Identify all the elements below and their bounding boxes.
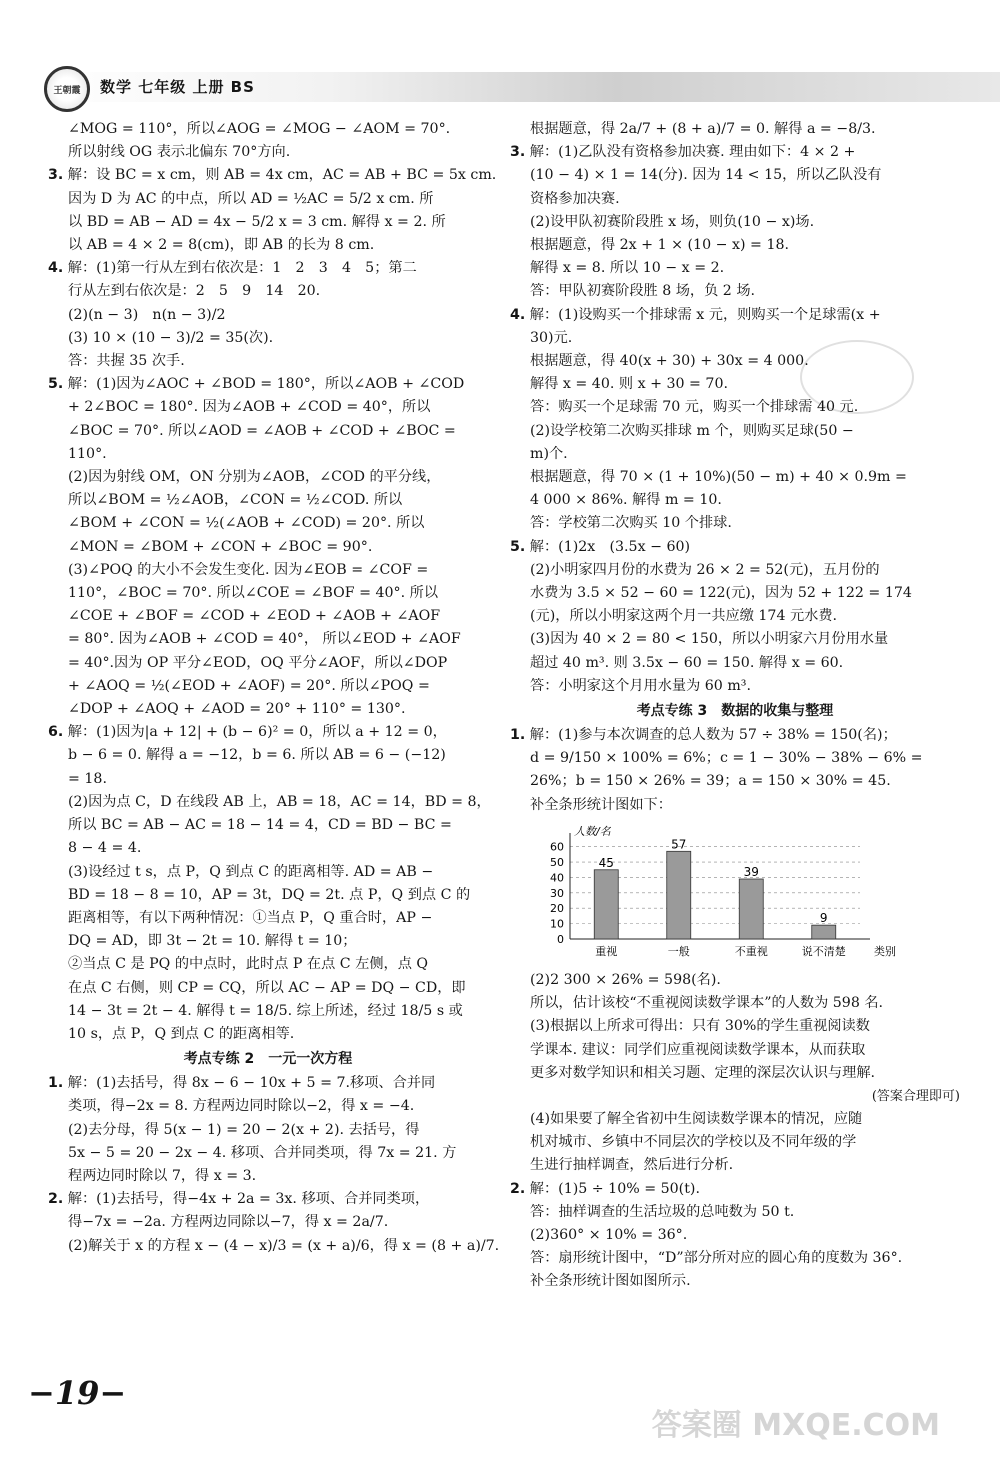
text-line: [510, 164, 960, 187]
text-line: [510, 1270, 960, 1293]
text-line: [48, 280, 488, 303]
text-line: [48, 977, 488, 1000]
y-tick-label: 30: [550, 886, 564, 900]
text-line: [510, 396, 960, 419]
text-line: [510, 327, 960, 350]
line-text: (元)，所以小明家这两个月一共应缴 174 元水费.: [530, 608, 838, 625]
text-line: [510, 628, 960, 651]
text-line: [510, 1131, 960, 1154]
text-line: [48, 930, 488, 953]
line-text: 解：(1)去括号，得−4x + 2a = 3x. 移项、合并同类项，: [67, 1191, 430, 1208]
line-text: (2)(n − 3) n(n − 3)/2: [68, 306, 226, 323]
line-text: 解：(1)2x (3.5x − 60): [529, 538, 691, 555]
question-number: 1.: [510, 727, 526, 744]
y-tick-label: 0: [557, 932, 564, 946]
line-text: 所以∠BOM = ½∠AOB，∠CON = ½∠COD. 所以: [68, 492, 403, 509]
data-label: 57: [671, 837, 687, 852]
text-line: [48, 164, 497, 187]
right-column-top: [510, 118, 960, 817]
question-number: 3.: [510, 144, 526, 161]
text-line: [48, 327, 488, 350]
text-line: [510, 489, 960, 512]
line-text: ②当点 C 是 PQ 的中点时，此时点 P 在点 C 左侧，点 Q: [68, 956, 429, 973]
watermark: 答案圈 MXQE.COM: [651, 1408, 940, 1443]
line-text: (3)因为 40 × 2 = 80 < 150，所以小明家六月份用水量: [530, 631, 889, 648]
text-line: [48, 814, 488, 837]
text-line: [510, 652, 960, 675]
text-line: [48, 1165, 488, 1188]
line-text: ∠MON = ∠BOM + ∠CON + ∠BOC = 90°.: [68, 538, 373, 555]
y-axis-label: 人数/名: [574, 824, 611, 838]
text-line: [48, 582, 488, 605]
right-column: [510, 118, 960, 1294]
text-line: [48, 304, 488, 327]
text-line: [48, 1211, 488, 1234]
text-line: [510, 1247, 960, 1270]
section-heading: 考点专练 2 一元一次方程: [183, 1051, 353, 1068]
text-line: [48, 861, 488, 884]
bar: [739, 879, 763, 939]
line-text: 26%；b = 150 × 26% = 39；a = 150 × 30% = 45.: [530, 773, 891, 790]
line-text: 学课本. 建议：同学们应重视阅读数学课本，从而获取: [530, 1041, 866, 1058]
text-line: [510, 350, 960, 373]
y-tick-label: 60: [550, 840, 564, 854]
text-line: [48, 1119, 488, 1142]
data-label: 39: [743, 864, 759, 879]
line-text: 补全条形统计图如下：: [530, 796, 672, 813]
text-line: [510, 141, 960, 164]
line-text: 答：扇形统计图中，“D”部分所对应的圆心角的度数为 36°.: [530, 1250, 903, 1267]
line-text: (2)设学校第二次购买排球 m 个，则购买足球(50 −: [530, 422, 854, 439]
text-line: [510, 234, 960, 257]
line-text: 解：(1)设购买一个排球需 x 元，则购买一个足球需(x +: [529, 306, 881, 323]
text-line: [510, 188, 960, 211]
text-line: [510, 443, 960, 466]
text-line: [48, 721, 488, 744]
category-label: 说不清楚: [801, 944, 846, 958]
line-text: + ∠AOQ = ½(∠EOD + ∠AOF) = 20°. 所以∠POQ =: [68, 677, 430, 694]
text-line: [510, 304, 960, 327]
text-line: [48, 744, 488, 767]
bar: [812, 925, 836, 939]
line-text: 30)元.: [530, 329, 573, 346]
page-title: 数学 七年级 上册 BS: [100, 78, 255, 96]
question-number: 5.: [510, 538, 526, 555]
line-text: 答：学校第二次购买 10 个排球.: [530, 515, 732, 532]
line-text: 所以，估计该校“不重视阅读数学课本”的人数为 598 名.: [530, 995, 884, 1012]
x-axis-label: 类别: [874, 944, 896, 958]
text-line: [510, 512, 960, 535]
question-number: 4.: [48, 260, 64, 277]
text-line: [510, 536, 960, 559]
line-text: 答：甲队初赛阶段胜 8 场，负 2 场.: [530, 283, 756, 300]
line-text: (2)360° × 10% = 36°.: [530, 1226, 688, 1243]
line-text: 解：(1)第一行从左到右依次是：1 2 3 4 5；第二: [67, 260, 417, 277]
text-line: [48, 373, 488, 396]
y-tick-label: 10: [550, 917, 564, 931]
question-number: 2.: [510, 1180, 526, 1197]
text-line: [48, 791, 491, 814]
line-text: 答：抽样调查的生活垃圾的总吨数为 50 t.: [530, 1203, 795, 1220]
text-line: [510, 992, 960, 1015]
line-text: 答：购买一个足球需 70 元，购买一个排球需 40 元.: [530, 399, 859, 416]
line-text: (2)小明家四月份的水费为 26 × 2 = 52(元)，五月份的: [530, 561, 880, 578]
question-number: 4.: [510, 306, 526, 323]
left-column: [48, 118, 500, 1258]
line-text: (2)因为射线 OM，ON 分别为∠AOB，∠COD 的平分线，: [68, 469, 441, 486]
line-text: 解：(1)5 ÷ 10% = 50(t).: [529, 1180, 700, 1197]
line-text: 解：(1)乙队没有资格参加决赛. 理由如下：4 × 2 +: [529, 144, 856, 161]
text-line: [48, 698, 488, 721]
text-line: [48, 1000, 488, 1023]
line-text: (2)因为点 C，D 在线段 AB 上，AB = 18，AC = 14，BD = 8，: [68, 793, 491, 810]
text-line: [48, 420, 488, 443]
text-line: [510, 747, 960, 770]
text-line: [510, 582, 960, 605]
line-text: 类项，得−2x = 8. 方程两边同时除以−2，得 x = −4.: [68, 1098, 415, 1115]
line-text: 5x − 5 = 20 − 2x − 4. 移项、合并同类项，得 7x = 21. 方: [68, 1144, 457, 1161]
text-line: [48, 675, 488, 698]
text-line: [48, 234, 488, 257]
y-tick-label: 20: [550, 902, 564, 916]
text-line: [510, 724, 960, 747]
page-number: −19−: [28, 1374, 127, 1412]
line-text: 根据题意，得 70 × (1 + 10%)(50 − m) + 40 × 0.9m =: [530, 469, 907, 486]
text-line: [510, 420, 960, 443]
text-line: [510, 257, 960, 280]
line-text: 10 s，点 P，Q 到点 C 的距离相等.: [68, 1025, 295, 1042]
question-number: 6.: [48, 724, 64, 741]
text-line: [510, 1062, 960, 1085]
line-text: 程两边同时除以 7，得 x = 3.: [68, 1167, 257, 1184]
line-text: (4)如果要了解全省初中生阅读数学课本的情况，应随: [530, 1110, 863, 1127]
text-line: [48, 1188, 488, 1211]
line-text: (3) 10 × (10 − 3)/2 = 35(次).: [68, 329, 274, 346]
logo-text: 王朝霞: [53, 85, 81, 96]
line-text: 根据题意，得 40(x + 30) + 30x = 4 000.: [530, 353, 809, 370]
text-line: [510, 1201, 960, 1224]
text-line: [510, 373, 960, 396]
question-number: 5.: [48, 376, 64, 393]
text-line: [48, 628, 488, 651]
line-text: 解：(1)因为∠AOC + ∠BOD = 180°，所以∠AOB + ∠COD: [67, 376, 465, 393]
category-label: 重视: [595, 944, 618, 958]
data-label: 45: [598, 855, 614, 870]
bar-chart-svg: [530, 821, 896, 961]
line-text: 资格参加决赛.: [530, 190, 620, 207]
text-line: [48, 350, 488, 373]
text-line: [48, 1095, 488, 1118]
text-line: [510, 1039, 960, 1062]
line-text: 超过 40 m³. 则 3.5x − 60 = 150. 解得 x = 60.: [530, 654, 844, 671]
line-text: 在点 C 右侧，则 CP = CQ，所以 AC − AP = DQ − CD，即: [68, 979, 466, 996]
text-line: [510, 466, 960, 489]
text-line: [510, 1108, 960, 1131]
line-text: (2)去分母，得 5(x − 1) = 20 − 2(x + 2). 去括号，得: [68, 1121, 420, 1138]
line-text: BD = 18 − 8 = 10，AP = 3t，DQ = 2t. 点 P，Q 到点 C 的: [68, 886, 471, 903]
answer-note: (答案合理即可): [871, 1088, 960, 1104]
text-line: [48, 443, 488, 466]
line-text: 答：小明家这个月用水量为 60 m³.: [530, 677, 751, 694]
line-text: ∠BOC = 70°. 所以∠AOD = ∠AOB + ∠COD + ∠BOC =: [68, 422, 456, 439]
text-line: [48, 536, 488, 559]
line-text: 补全条形统计图如图所示.: [530, 1273, 691, 1290]
line-text: m)个.: [530, 445, 568, 462]
text-line: [48, 884, 488, 907]
text-line: [48, 396, 488, 419]
text-line: [510, 211, 960, 234]
category-label: 不重视: [734, 944, 768, 958]
question-number: 2.: [48, 1191, 64, 1208]
line-text: (2)解关于 x 的方程 x − (4 − x)/3 = (x + a)/6，得 x = (8 + a)/7.: [68, 1237, 500, 1254]
text-line: [510, 118, 960, 141]
line-text: 解：(1)因为|a + 12| + (b − 6)² = 0，所以 a + 12 = 0，: [67, 724, 447, 741]
text-line: [48, 907, 488, 930]
line-text: 距离相等，有以下两种情况：①当点 P，Q 重合时，AP −: [68, 909, 433, 926]
line-text: d = 9/150 × 100% = 6%；c = 1 − 30% − 38% − 6% =: [530, 750, 923, 767]
line-text: = 80°. 因为∠AOB + ∠COD = 40°， 所以∠EOD + ∠AOF: [68, 631, 461, 648]
line-text: (3)根据以上所求可得出：只有 30%的学生重视阅读数: [530, 1018, 870, 1035]
y-tick-label: 40: [550, 871, 564, 885]
line-text: 解：(1)参与本次调查的总人数为 57 ÷ 38% = 150(名)；: [529, 727, 897, 744]
text-line: [48, 605, 488, 628]
text-line: [48, 141, 488, 164]
section-heading: 考点专练 3 数据的收集与整理: [636, 703, 834, 720]
text-line: [510, 969, 960, 992]
text-line: [48, 837, 488, 860]
text-line: [510, 675, 960, 698]
text-line: [48, 953, 488, 976]
line-text: (2)设甲队初赛阶段胜 x 场，则负(10 − x)场.: [530, 213, 815, 230]
line-text: ∠COE + ∠BOF = ∠COD + ∠EOD + ∠AOB + ∠AOF: [68, 608, 441, 625]
category-label: 一般: [667, 944, 690, 958]
text-line: [48, 188, 488, 211]
line-text: 得−7x = −2a. 方程两边同除以−7，得 x = 2a/7.: [68, 1214, 389, 1231]
text-line: [48, 211, 488, 234]
line-text: 根据题意，得 2x + 1 × (10 − x) = 18.: [530, 237, 790, 254]
line-text: 110°.: [68, 445, 107, 462]
line-text: DQ = AD，即 3t − 2t = 10. 解得 t = 10；: [68, 933, 357, 950]
text-line: [510, 605, 960, 628]
line-text: 解得 x = 40. 则 x + 30 = 70.: [530, 376, 728, 393]
line-text: + 2∠BOC = 180°. 因为∠AOB + ∠COD = 40°，所以: [68, 399, 431, 416]
line-text: = 18.: [68, 770, 107, 787]
line-text: 14 − 3t = 2t − 4. 解得 t = 18/5. 综上所述，经过 18/5 s 或: [68, 1002, 463, 1019]
line-text: ∠BOM + ∠CON = ½(∠AOB + ∠COD) = 20°. 所以: [68, 515, 425, 532]
line-text: 解得 x = 8. 所以 10 − x = 2.: [530, 260, 725, 277]
line-text: 以 BD = AB − AD = 4x − 5/2 x = 3 cm. 解得 x = 2. 所: [68, 213, 446, 230]
line-text: 生进行抽样调查，然后进行分析.: [530, 1157, 734, 1174]
line-text: 8 − 4 = 4.: [68, 840, 142, 857]
text-line: [510, 794, 960, 817]
line-text: 机对城市、乡镇中不同层次的学校以及不同年级的学: [530, 1134, 857, 1151]
line-text: = 40°.因为 OP 平分∠EOD，OQ 平分∠AOF，所以∠DOP: [68, 654, 448, 671]
text-line: [48, 489, 488, 512]
text-line: [48, 1072, 488, 1095]
line-text: 110°，∠BOC = 70°. 所以∠COE = ∠BOF = 40°. 所以: [68, 585, 439, 602]
line-text: (2)2 300 × 26% = 598(名).: [530, 971, 721, 988]
text-line: [510, 770, 960, 793]
bar-chart: [530, 821, 960, 965]
text-line: [510, 280, 960, 303]
text-line: [48, 1235, 500, 1258]
text-line: [510, 1224, 960, 1247]
line-text: 解：(1)去括号，得 8x − 6 − 10x + 5 = 7.移项、合并同: [67, 1075, 436, 1092]
bar: [667, 851, 691, 939]
line-text: 因为 D 为 AC 的中点，所以 AD = ½AC = 5/2 x cm. 所: [68, 190, 434, 207]
line-text: 答：共握 35 次手.: [68, 353, 185, 370]
text-line: [48, 652, 488, 675]
line-text: (3)∠POQ 的大小不会发生变化. 因为∠EOB = ∠COF =: [68, 561, 429, 578]
line-text: b − 6 = 0. 解得 a = −12，b = 6. 所以 AB = 6 − (−12): [68, 747, 446, 764]
line-text: ∠DOP + ∠AOQ + ∠AOD = 20° + 110° = 130°.: [68, 701, 406, 718]
bar: [594, 870, 618, 939]
line-text: 更多对数学知识和相关习题、定理的深层次认识与理解.: [530, 1064, 876, 1081]
question-number: 1.: [48, 1075, 64, 1092]
line-text: 解：设 BC = x cm，则 AB = 4x cm，AC = AB + BC = 5x cm.: [67, 167, 497, 184]
line-text: 以 AB = 4 × 2 = 8(cm)，即 AB 的长为 8 cm.: [68, 237, 375, 254]
line-text: 所以 BC = AB − AC = 18 − 14 = 4，CD = BD − BC =: [68, 817, 452, 834]
text-line: [48, 512, 488, 535]
line-text: ∠MOG = 110°，所以∠AOG = ∠MOG − ∠AOM = 70°.: [68, 121, 451, 137]
text-line: [510, 1178, 960, 1201]
text-line: [48, 1142, 488, 1165]
text-line: [48, 768, 488, 791]
text-line: [48, 257, 488, 280]
logo: [44, 66, 90, 112]
line-text: (10 − 4) × 1 = 14(分). 因为 14 < 15，所以乙队没有: [530, 167, 882, 184]
line-text: 行从左到右依次是：2 5 9 14 20.: [68, 283, 321, 300]
text-line: [510, 1154, 960, 1177]
text-line: [48, 1023, 488, 1046]
text-line: [48, 559, 488, 582]
line-text: (3)设经过 t s，点 P，Q 到点 C 的距离相等. AD = AB −: [68, 863, 434, 880]
right-column-bottom: [510, 969, 960, 1294]
data-label: 9: [819, 911, 828, 926]
text-line: [48, 118, 488, 141]
text-line: [510, 1015, 960, 1038]
question-number: 3.: [48, 167, 64, 184]
line-text: 4 000 × 86%. 解得 m = 10.: [530, 492, 722, 509]
text-line: [510, 559, 960, 582]
line-text: 根据题意，得 2a/7 + (8 + a)/7 = 0. 解得 a = −8/3.: [530, 121, 876, 137]
line-text: 水费为 3.5 × 52 − 60 = 122(元)，因为 52 + 122 = 174: [530, 585, 912, 602]
line-text: 所以射线 OG 表示北偏东 70°方向.: [68, 144, 291, 161]
text-line: [48, 466, 488, 489]
y-tick-label: 50: [550, 855, 564, 869]
